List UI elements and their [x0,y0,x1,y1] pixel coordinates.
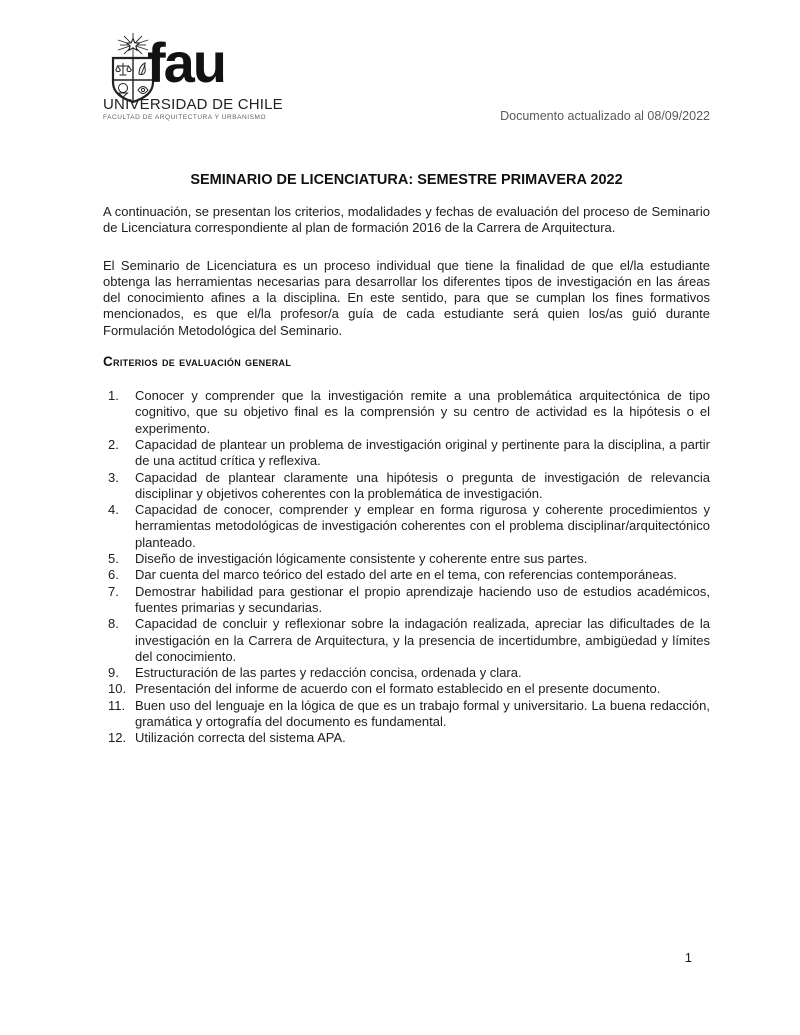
fau-logo-acronym: fau [147,31,225,94]
criteria-item [108,584,710,617]
item-number: 5. [108,551,119,567]
item-text: Conocer y comprender que la investigación remite a una problemática arquitectónica de tipo cognitivo, que su objetivo final es la comprensión y su centro de actividad es la hipótesis o el experimento. [135,388,710,436]
item-number: 8. [108,616,119,632]
item-number: 3. [108,469,119,485]
item-text: Estructuración de las partes y redacción concisa, ordenada y clara. [135,665,522,681]
criteria-item [108,730,710,746]
description-paragraph: El Seminario de Licenciatura es un proceso individual que tiene la finalidad de que el/la estudiante obtenga las herramientas necesarias para desarrollar los diferentes tipos de investigación en las áreas del conocimiento afines a la disciplina. En este sentido, para que se cumplan los fines formativos mencionados, es que el/la profesor/a guía de cada estudiante será quien los/as guió durante Formulación Metodológica del Seminario. [103,257,710,338]
item-text: Presentación del informe de acuerdo con el formato establecido en el presente documento. [135,681,661,697]
criteria-list [103,388,710,747]
updated-date-note: Documento actualizado al 08/09/2022 [500,109,710,123]
item-text: Capacidad de conocer, comprender y emplear en forma rigurosa y coherente procedimientos y herramientas metodológicas de investigación coherentes con el problema disciplinar/arquitectónico planteado. [135,502,710,550]
page-number: 1 [684,950,692,965]
item-text: Buen uso del lenguaje en la lógica de que es un trabajo formal y universitario. La buena redacción, gramática y ortografía del documento es fundamental. [135,697,710,730]
criteria-item [108,437,710,470]
criteria-item [108,681,710,697]
criteria-item [108,567,710,583]
item-number: 11. [108,697,126,713]
item-text: Capacidad de plantear un problema de investigación original y pertinente para la disciplina, a partir de una actitud crítica y reflexiva. [135,436,710,469]
criteria-item [108,665,710,681]
intro-paragraph: A continuación, se presentan los criterios, modalidades y fechas de evaluación del proceso de Seminario de Licenciatura correspondiente al plan de formación 2016 de la Carrera de Arquitectura. [103,204,710,236]
item-text: Capacidad de concluir y reflexionar sobre la indagación realizada, apreciar las dificultades de la investigación en la Carrera de Arquitectura, y la presencia de incertidumbre, ambigüedad y límites del conocimiento. [135,616,710,664]
criteria-item [108,551,710,567]
criteria-section-heading: Criterios de evaluación general [103,354,292,370]
criteria-item [108,502,710,551]
criteria-item [108,470,710,503]
item-text: Diseño de investigación lógicamente consistente y coherente entre sus partes. [135,551,588,567]
item-number: 1. [108,388,119,404]
item-text: Demostrar habilidad para gestionar el propio aprendizaje haciendo uso de estudios académicos, fuentes primarias y secundarias. [135,583,710,615]
item-text: Dar cuenta del marco teórico del estado del arte en el tema, con referencias contemporáneas. [135,567,677,583]
item-number: 7. [108,583,119,599]
item-number: 4. [108,502,119,518]
item-text: Capacidad de plantear claramente una hipótesis o pregunta de investigación de relevancia disciplinar y objetivos coherentes con la problemática de investigación. [135,469,710,501]
item-number: 10. [108,681,127,697]
university-name: UNIVERSIDAD DE CHILE [103,96,283,113]
criteria-item [108,388,710,437]
criteria-item [108,616,710,665]
item-number: 9. [108,665,119,681]
faculty-name: FACULTAD DE ARQUITECTURA Y URBANISMO [103,114,267,121]
item-text: Utilización correcta del sistema APA. [135,730,346,746]
document-title: SEMINARIO DE LICENCIATURA: SEMESTRE PRIMAVERA 2022 [190,172,623,188]
item-number: 12. [108,730,127,746]
item-number: 6. [108,567,119,583]
document-header [103,33,710,122]
item-number: 2. [108,436,119,452]
criteria-item [108,698,710,731]
